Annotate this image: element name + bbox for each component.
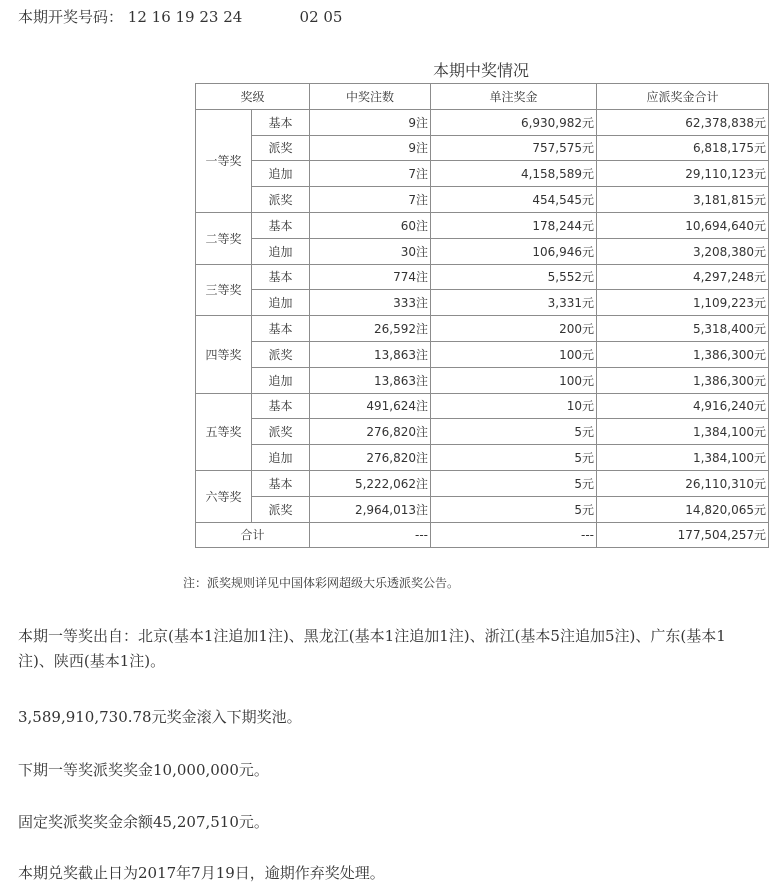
winner-count-cell: 60注 (310, 212, 431, 238)
unit-prize-cell: 100元 (431, 367, 597, 393)
header-count: 中奖注数 (310, 84, 431, 110)
total-row (196, 522, 769, 548)
prize-table (195, 83, 769, 548)
bet-type-cell: 派奖 (252, 135, 310, 161)
winner-count-cell: 276,820注 (310, 445, 431, 471)
header-prize: 单注奖金 (431, 84, 597, 110)
table-row (196, 109, 769, 135)
total-prize-cell: 5,318,400元 (597, 316, 769, 342)
table-header-row (196, 84, 769, 110)
draw-numbers-line (18, 6, 342, 27)
total-prize-cell: 4,297,248元 (597, 264, 769, 290)
winner-count-cell: 491,624注 (310, 393, 431, 419)
bet-type-cell: 派奖 (252, 187, 310, 213)
table-row (196, 187, 769, 213)
table-row (196, 264, 769, 290)
prize-level-cell: 一等奖 (196, 109, 252, 212)
bet-type-cell: 追加 (252, 290, 310, 316)
table-row (196, 316, 769, 342)
total-prize-cell: 4,916,240元 (597, 393, 769, 419)
bet-type-cell: 派奖 (252, 419, 310, 445)
table-row (196, 445, 769, 471)
table-row (196, 212, 769, 238)
paragraph-rollover: 3,589,910,730.78元奖金滚入下期奖池。 (18, 708, 302, 726)
unit-prize-cell: 3,331元 (431, 290, 597, 316)
bet-type-cell: 基本 (252, 264, 310, 290)
winner-count-cell: 9注 (310, 135, 431, 161)
unit-prize-cell: 5元 (431, 419, 597, 445)
total-prize-cell: 3,181,815元 (597, 187, 769, 213)
table-row (196, 290, 769, 316)
unit-prize-cell: 6,930,982元 (431, 109, 597, 135)
unit-prize-cell: 10元 (431, 393, 597, 419)
table-row (196, 161, 769, 187)
total-prize: --- (431, 522, 597, 548)
winner-count-cell: 7注 (310, 187, 431, 213)
total-prize-cell: 1,109,223元 (597, 290, 769, 316)
bet-type-cell: 基本 (252, 470, 310, 496)
draw-numbers-label: 本期开奖号码： (18, 8, 124, 26)
total-prize-cell: 10,694,640元 (597, 212, 769, 238)
table-row (196, 341, 769, 367)
unit-prize-cell: 5元 (431, 470, 597, 496)
unit-prize-cell: 5,552元 (431, 264, 597, 290)
total-prize-cell: 29,110,123元 (597, 161, 769, 187)
unit-prize-cell: 5元 (431, 445, 597, 471)
table-row (196, 496, 769, 522)
winner-count-cell: 13,863注 (310, 367, 431, 393)
total-prize-cell: 1,384,100元 (597, 419, 769, 445)
winner-count-cell: 9注 (310, 109, 431, 135)
winner-count-cell: 2,964,013注 (310, 496, 431, 522)
bet-type-cell: 追加 (252, 445, 310, 471)
unit-prize-cell: 4,158,589元 (431, 161, 597, 187)
unit-prize-cell: 454,545元 (431, 187, 597, 213)
total-label: 合计 (196, 522, 310, 548)
paragraph-fixed-balance: 固定奖派奖奖金余额45,207,510元。 (18, 813, 269, 831)
total-prize-cell: 3,208,380元 (597, 238, 769, 264)
table-caption: 本期中奖情况 (432, 61, 529, 80)
bet-type-cell: 基本 (252, 109, 310, 135)
winner-count-cell: 30注 (310, 238, 431, 264)
prize-table-body (196, 109, 769, 522)
winner-count-cell: 26,592注 (310, 316, 431, 342)
total-prize-cell: 1,386,300元 (597, 367, 769, 393)
bet-type-cell: 追加 (252, 161, 310, 187)
total-prize-cell: 1,386,300元 (597, 341, 769, 367)
table-row (196, 419, 769, 445)
winner-count-cell: 276,820注 (310, 419, 431, 445)
paragraph-deadline: 本期兑奖截止日为2017年7月19日，逾期作弃奖处理。 (18, 864, 385, 882)
total-prize-cell: 26,110,310元 (597, 470, 769, 496)
total-prize-cell: 1,384,100元 (597, 445, 769, 471)
winner-count-cell: 7注 (310, 161, 431, 187)
bet-type-cell: 基本 (252, 393, 310, 419)
unit-prize-cell: 757,575元 (431, 135, 597, 161)
back-numbers: 02 05 (299, 8, 343, 26)
total-prize-cell: 62,378,838元 (597, 109, 769, 135)
total-prize-cell: 14,820,065元 (597, 496, 769, 522)
table-note: 注：派奖规则详见中国体彩网超级大乐透派奖公告。 (183, 576, 460, 590)
table-row (196, 238, 769, 264)
table-row (196, 470, 769, 496)
bet-type-cell: 追加 (252, 367, 310, 393)
unit-prize-cell: 178,244元 (431, 212, 597, 238)
bet-type-cell: 派奖 (252, 341, 310, 367)
unit-prize-cell: 100元 (431, 341, 597, 367)
paragraph-winners-origin: 本期一等奖出自：北京(基本1注追加1注)、黑龙江(基本1注追加1注)、浙江(基本5注追加5注)、广东(基本1注)、陕西(基本1注)。 (18, 627, 726, 670)
winner-count-cell: 333注 (310, 290, 431, 316)
table-row (196, 135, 769, 161)
winner-count-cell: 13,863注 (310, 341, 431, 367)
table-row (196, 393, 769, 419)
front-numbers: 12 16 19 23 24 (127, 8, 243, 26)
prize-level-cell: 三等奖 (196, 264, 252, 316)
bet-type-cell: 追加 (252, 238, 310, 264)
total-count: --- (310, 522, 431, 548)
winner-count-cell: 774注 (310, 264, 431, 290)
unit-prize-cell: 106,946元 (431, 238, 597, 264)
total-prize-cell: 6,818,175元 (597, 135, 769, 161)
prize-level-cell: 五等奖 (196, 393, 252, 470)
unit-prize-cell: 5元 (431, 496, 597, 522)
table-row (196, 367, 769, 393)
bet-type-cell: 基本 (252, 316, 310, 342)
header-total: 应派奖金合计 (597, 84, 769, 110)
prize-level-cell: 六等奖 (196, 470, 252, 522)
header-level: 奖级 (196, 84, 310, 110)
bet-type-cell: 派奖 (252, 496, 310, 522)
prize-level-cell: 二等奖 (196, 212, 252, 264)
winner-count-cell: 5,222,062注 (310, 470, 431, 496)
unit-prize-cell: 200元 (431, 316, 597, 342)
bet-type-cell: 基本 (252, 212, 310, 238)
prize-level-cell: 四等奖 (196, 316, 252, 393)
total-amount: 177,504,257元 (597, 522, 769, 548)
paragraph-next-jackpot: 下期一等奖派奖奖金10,000,000元。 (18, 761, 269, 779)
